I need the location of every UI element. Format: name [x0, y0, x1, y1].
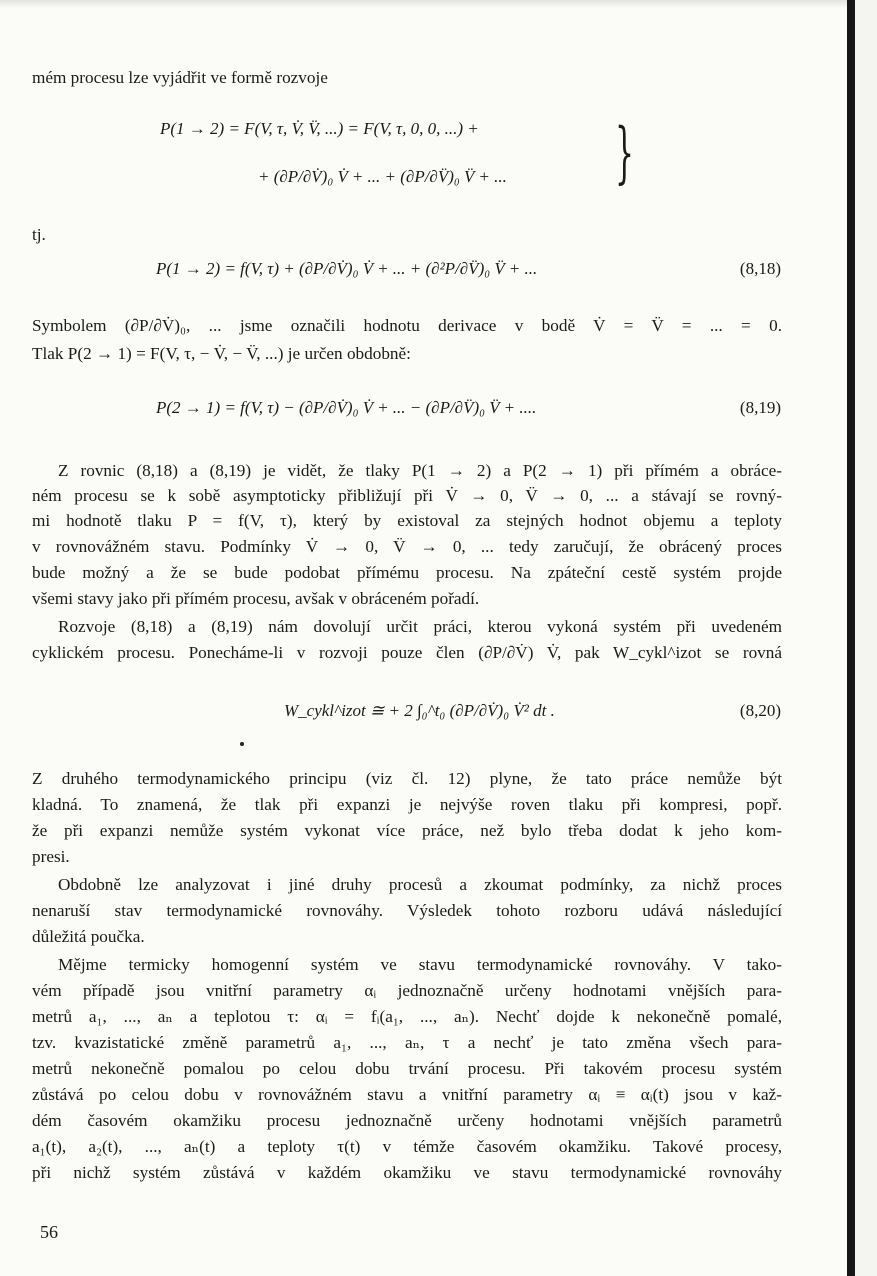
- page-number: 56: [40, 1222, 58, 1242]
- scan-page-edge: [847, 0, 855, 1276]
- text-line: Tlak P(2 → 1) = F(V, τ, − V̇, − V̈, ...) je určen obdobně:: [32, 344, 411, 363]
- equation-expansion-line1: P(1 → 2) = F(V, τ, V̇, V̈, ...) = F(V, τ, 0, 0, ...) +: [160, 119, 479, 138]
- text-line: tzv. kvazistatické změně parametrů a₁, ..., aₙ, τ a nechť je tato změna všech para-: [32, 1033, 782, 1052]
- equation-8-19: P(2 → 1) = f(V, τ) − (∂P/∂V̇)₀ V̇ + ... − (∂P/∂V̈)₀ V̈ + ....: [156, 398, 537, 417]
- text-line: že při expanzi nemůže systém vykonat více práce, než bylo třeba dodat k jeho kom-: [32, 821, 782, 840]
- text-line: v rovnovážném stavu. Podmínky V̇ → 0, V̈ → 0, ... tedy zaručují, že obrácený proces: [32, 537, 782, 556]
- right-brace: }: [615, 114, 634, 191]
- text-line: Rozvoje (8,18) a (8,19) nám dovolují určit práci, kterou vykoná systém při uvedeném: [58, 617, 782, 636]
- text-line: kladná. To znamená, že tlak při expanzi je nejvýše roven tlaku při kompresi, popř.: [32, 795, 782, 814]
- text-line: presi.: [32, 847, 70, 866]
- scan-speck: [240, 742, 244, 746]
- text-line: dém časovém okamžiku procesu jednoznačně určeny hodnotami vnějších parametrů: [32, 1111, 782, 1130]
- scan-top-shadow: [0, 0, 877, 8]
- text-line: Mějme termicky homogenní systém ve stavu termodynamické rovnováhy. V tako-: [58, 955, 782, 974]
- text-line: metrů a₁, ..., aₙ a teplotou τ: αᵢ = fᵢ(a₁, ..., aₙ). Nechť dojde k nekonečně pomalé,: [32, 1007, 782, 1026]
- text-line: tj.: [32, 225, 46, 244]
- text-line: zůstává po celou dobu v rovnovážném stavu a vnitřní parametry αᵢ ≡ αᵢ(t) jsou v kaž-: [32, 1085, 782, 1104]
- text-line: cyklickém procesu. Ponecháme-li v rozvoji pouze člen (∂P/∂V̇) V̇, pak W_cykl^izot se rovná: [32, 643, 782, 662]
- text-line: při nichž systém zůstává v každém okamžiku ve stavu termodynamické rovnováhy: [32, 1163, 782, 1182]
- text-line: nenaruší stav termodynamické rovnováhy. Výsledek tohoto rozboru udává následující: [32, 901, 782, 920]
- equation-8-20: W_cykl^izot ≅ + 2 ∫₀^t₀ (∂P/∂V̇)₀ V̇² dt .: [284, 701, 555, 720]
- equation-label-8-18: (8,18): [739, 259, 781, 278]
- text-line: mi hodnotě tlaku P = f(V, τ), který by existoval za stejných hodnot objemu a teploty: [32, 511, 782, 530]
- text-line: mém procesu lze vyjádřit ve formě rozvoje: [32, 68, 328, 87]
- equation-8-18: P(1 → 2) = f(V, τ) + (∂P/∂V̇)₀ V̇ + ... + (∂²P/∂V̈)₀ V̈ + ...: [156, 259, 538, 278]
- text-line: vém případě jsou vnitřní parametry αᵢ jednoznačně určeny hodnotami vnějších para-: [32, 981, 782, 1000]
- text-line: bude možný a že se bude podobat přímému procesu. Na zpáteční cestě systém projde: [32, 563, 782, 582]
- text-line: Z druhého termodynamického principu (viz čl. 12) plyne, že tato práce nemůže být: [32, 769, 782, 788]
- text-line: a₁(t), a₂(t), ..., aₙ(t) a teploty τ(t) v témže časovém okamžiku. Takové procesy,: [32, 1137, 782, 1156]
- text-line: Z rovnic (8,18) a (8,19) je vidět, že tlaky P(1 → 2) a P(2 → 1) při přímém a obráce-: [58, 461, 782, 480]
- text-line: ném procesu se k sobě asymptoticky přibližují při V̇ → 0, V̈ → 0, ... a stávají se rovný-: [32, 486, 782, 505]
- equation-expansion-line2: + (∂P/∂V̇)₀ V̇ + ... + (∂P/∂V̈)₀ V̈ + ...: [258, 167, 507, 186]
- text-line: Obdobně lze analyzovat i jiné druhy procesů a zkoumat podmínky, za nichž proces: [58, 875, 782, 894]
- text-line: všemi stavy jako při přímém procesu, avšak v obráceném pořadí.: [32, 589, 480, 608]
- equation-label-8-19: (8,19): [739, 398, 781, 417]
- text-line: důležitá poučka.: [32, 927, 145, 946]
- text-line: metrů nekonečně pomalou po celou dobu trvání procesu. Při takovém procesu systém: [32, 1059, 782, 1078]
- equation-label-8-20: (8,20): [739, 701, 781, 720]
- text-line: Symbolem (∂P/∂V̇)₀, ... jsme označili hodnotu derivace v bodě V̇ = V̈ = ... = 0.: [32, 316, 782, 335]
